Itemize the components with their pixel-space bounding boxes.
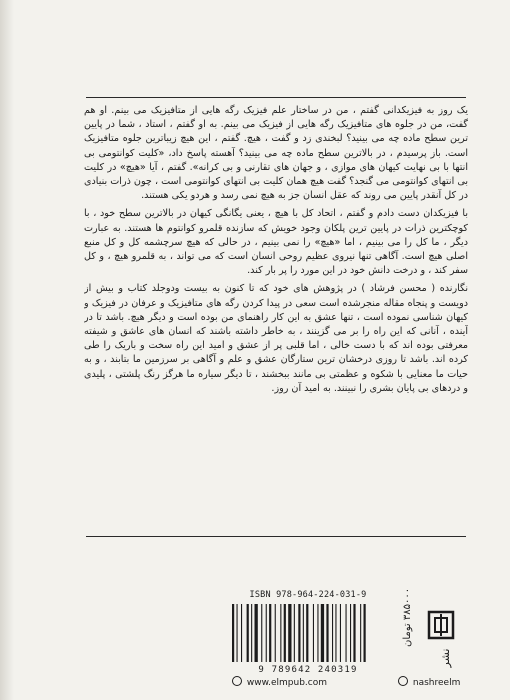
globe-icon <box>232 676 242 686</box>
blurb-text <box>84 104 468 532</box>
bottom-rule <box>86 536 466 537</box>
blurb-paragraph-3: نگارنده ( محسن فرشاد ) در پژوهش های خود که تا کنون به بیست ودوجلد کتاب و بیش از دویست و پنجاه مقاله منجرشده است سعی در پیدا کردن رگه های متافیزیک و عرفان در فیزیک و کیهان شناسی نموده است ، تنها عشق به این کار راهنمای من بوده است و دیگر هیچ. باشد تا در آینده ، آنانی که این راه را بر می گزینند ، به خاطر داشته باشند که انسان های عاشق و شیفته معرفتی بوده اند که با دست خالی ، اما قلبی پر از عشق و امید این راه سخت و باریک را طی کرده اند. باشد تا روزی درخشان ترین ستارگان عشق و علم و آگاهی بر سرزمین ما بتابند ، و به حیات ما معنایی با شکوه و عظمتی بی مانند ببخشند ، تا دیگر سیاره ما هرگز رنگ پلشتی ، پلیدی و دردهای بی پایان بشری را نبینند. به امید آن روز. <box>84 283 468 394</box>
barcode <box>218 590 398 674</box>
barcode-number: 9 789642 240319 <box>258 665 358 675</box>
price-label: ۳۸۵۰۰۰ تومان <box>402 588 413 648</box>
social-handle-text: nashreelm <box>412 678 461 688</box>
website-text: www.elmpub.com <box>246 678 328 688</box>
svg-text:نشر: نشر <box>439 648 452 668</box>
publisher-logo <box>426 610 456 676</box>
website-link[interactable] <box>232 676 372 688</box>
blurb-paragraph-2: با فیزیکدان دست دادم و گفتم ، اتحاد کل با هیچ ، یعنی یگانگی کیهان در بالاترین سطح خود ، با کوچکترین ذرات در پایین ترین پلکان وجود خویش که سازنده قلمرو کوانتوم ها هستند. به عبارت دیگر ، ما کل را می بینیم ، اما «هیچ» را نمی بینیم ، در حالی که هیچ سرچشمه کل و کل منبع اصلی هیچ است. آگاهی تنها نیروی عظیم روحی انسان است که می تواند ، به قلمرو هیچ ، و کل سفر کند ، و درخت دانش خود در این مورد را پر بار کند. <box>84 208 468 277</box>
social-handle[interactable] <box>398 676 478 688</box>
isbn-label: ISBN 978-964-224-031-9 <box>249 590 367 600</box>
spine-shadow <box>0 0 14 700</box>
instagram-icon <box>398 676 408 686</box>
top-rule <box>86 97 466 98</box>
blurb-paragraph-1: یک روز به فیزیکدانی گفتم ، من در ساختار علم فیزیک رگه هایی از متافیزیک می بینم. او هم گفت، من در جلوه های متافیزیک رگه هایی از فیزیک می بینم. به او گفتم ، استاد ، شما در پایین ترین سطح ماده چه می بینید؟ لبخندی زد و گفت ، هیچ. گفتم ، این هیچ زیباترین جلوه متافیزیک است. باز پرسیدم ، در بالاترین سطح ماده چه می بینید؟ آهسته پاسخ داد، «کلیت کوانتومی بی انتها با بی نهایت کیهان های موازی ، و جهان های تقارنی و بی کرانه». گفتم ، آیا «هیچ» در کلیت بی انتهای کوانتومی می گنجد؟ گفت هیچ همان کلیت بی انتهای کوانتومی است ، چون ذرات بنیادی در کل آنقدر پایین می روند که عقل انسان جز به هیچ نمی رسد و هردو یکی هستند. <box>84 105 468 202</box>
